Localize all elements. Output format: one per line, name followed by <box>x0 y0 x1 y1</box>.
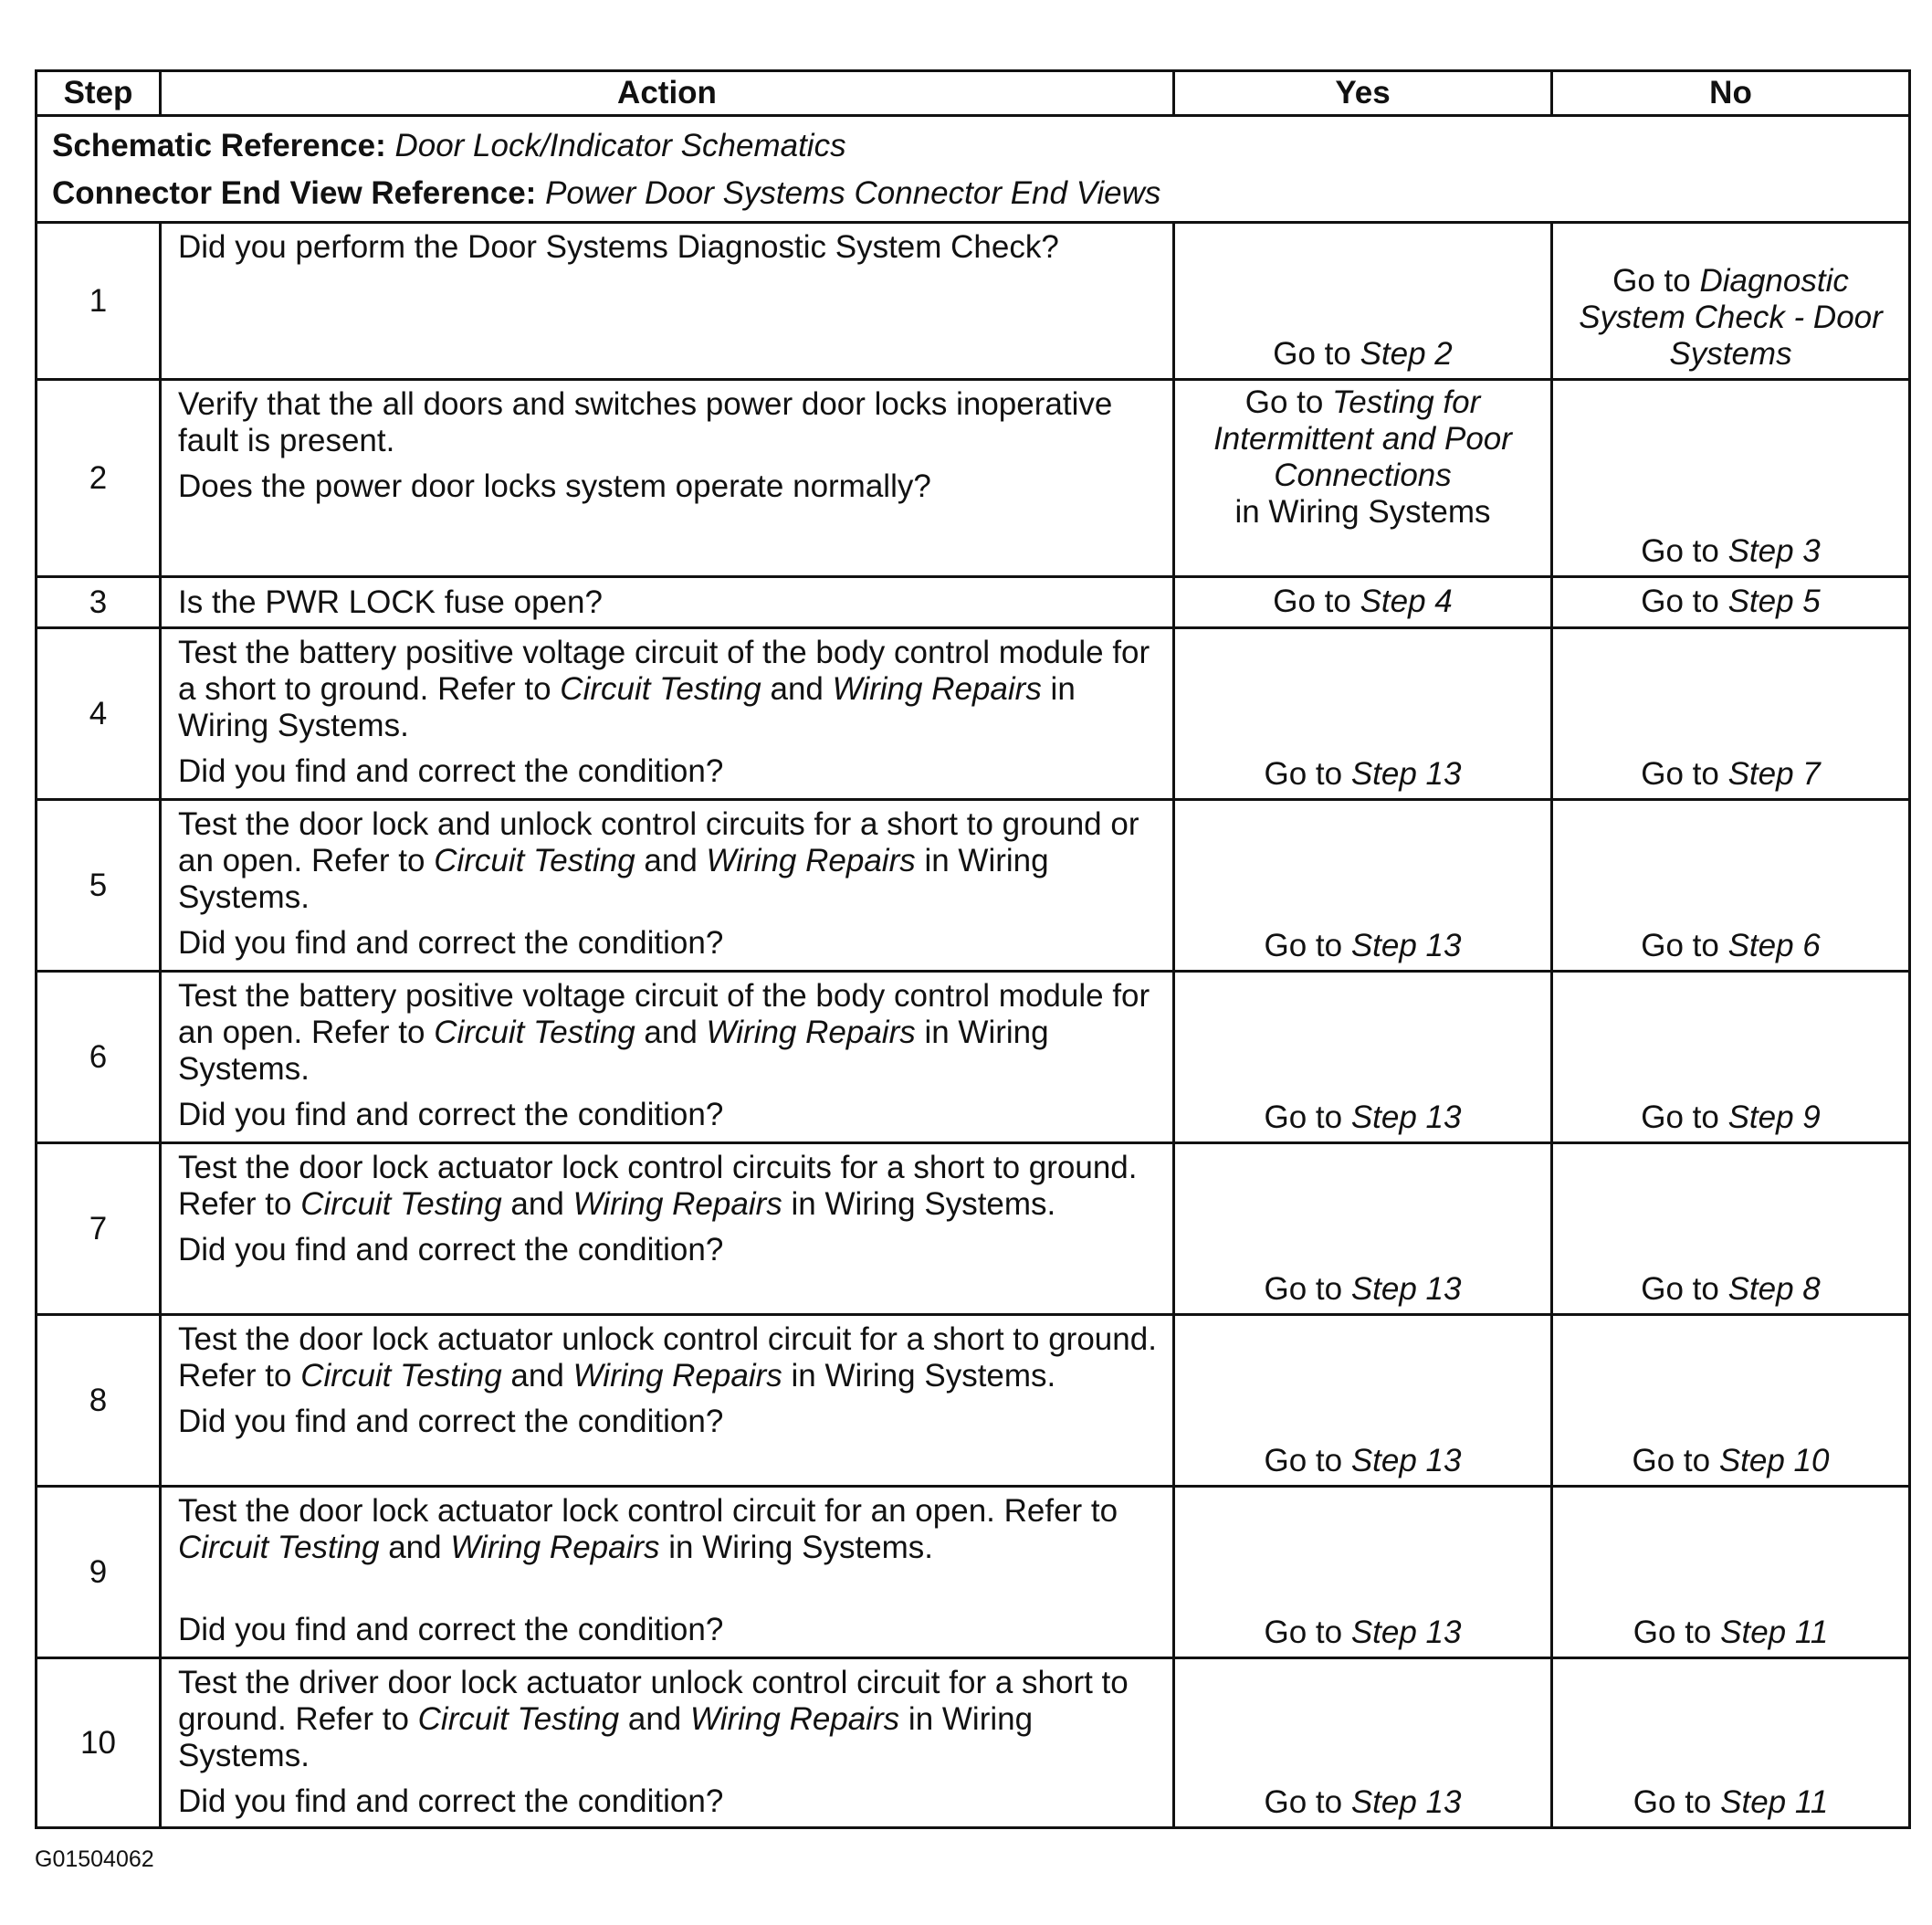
table-row <box>37 1315 1910 1487</box>
action-and: and <box>761 671 833 707</box>
step-number: 6 <box>37 972 161 1143</box>
action-and: and <box>635 1015 707 1050</box>
yes-link[interactable]: Step 13 <box>1350 928 1462 963</box>
no-link[interactable]: Step 6 <box>1727 928 1821 963</box>
header-no: No <box>1552 71 1910 116</box>
table-row <box>37 1143 1910 1315</box>
no-cell[interactable] <box>1552 380 1910 577</box>
reference-cell <box>37 116 1910 223</box>
table-row <box>37 380 1910 577</box>
action-question: Does the power door locks system operate normally? <box>178 468 931 504</box>
reference-row <box>37 116 1910 223</box>
action-cell <box>161 223 1174 380</box>
yes-prefix: Go to <box>1264 756 1351 792</box>
no-prefix: Go to <box>1641 1099 1728 1135</box>
step-number: 3 <box>37 577 161 628</box>
no-cell[interactable] <box>1552 628 1910 800</box>
wiring-repairs-link[interactable]: Wiring Repairs <box>572 1358 782 1394</box>
no-prefix: Go to <box>1641 928 1728 963</box>
action-text: Did you perform the Door Systems Diagnostic System Check? <box>178 229 1059 265</box>
no-prefix: Go to <box>1633 1615 1721 1650</box>
action-tail: in Wiring Systems. <box>782 1358 1056 1394</box>
yes-cell[interactable] <box>1174 577 1552 628</box>
action-and: and <box>501 1186 573 1222</box>
no-cell[interactable] <box>1552 1658 1910 1828</box>
no-cell[interactable] <box>1552 800 1910 972</box>
yes-link[interactable]: Step 13 <box>1350 756 1462 792</box>
step-number: 5 <box>37 800 161 972</box>
step-number: 4 <box>37 628 161 800</box>
table-row <box>37 223 1910 380</box>
action-and: and <box>619 1701 690 1737</box>
header-action: Action <box>161 71 1174 116</box>
table-row <box>37 972 1910 1143</box>
action-text <box>178 1665 1158 1774</box>
connector-reference <box>52 170 1894 217</box>
no-link[interactable]: Diagnostic System Check - Door Systems <box>1579 263 1883 372</box>
step-number: 8 <box>37 1315 161 1487</box>
action-question: Did you find and correct the condition? <box>178 1783 724 1819</box>
no-prefix: Go to <box>1632 1443 1719 1478</box>
circuit-testing-link[interactable]: Circuit Testing <box>560 671 761 707</box>
action-cell <box>161 1315 1174 1487</box>
yes-prefix: Go to <box>1264 1099 1351 1135</box>
action-cell <box>161 800 1174 972</box>
action-tail: in Wiring Systems. <box>178 671 1076 743</box>
circuit-testing-link[interactable]: Circuit Testing <box>300 1358 502 1394</box>
action-text <box>178 806 1158 916</box>
no-cell[interactable] <box>1552 972 1910 1143</box>
action-tail: in Wiring Systems. <box>782 1186 1056 1222</box>
action-text <box>178 978 1158 1088</box>
yes-prefix: Go to <box>1244 384 1333 420</box>
yes-link[interactable]: Step 2 <box>1360 336 1453 372</box>
yes-rest: in Wiring Systems <box>1234 494 1491 530</box>
action-intro: Test the battery positive voltage circuit of the body control module for a short to ground. Refer to <box>178 635 1150 707</box>
no-link[interactable]: Step 11 <box>1720 1784 1829 1820</box>
table-row <box>37 1658 1910 1828</box>
no-link[interactable]: Step 3 <box>1727 533 1821 569</box>
no-prefix: Go to <box>1612 263 1700 299</box>
no-link[interactable]: Step 11 <box>1720 1615 1829 1650</box>
step-number: 2 <box>37 380 161 577</box>
circuit-testing-link[interactable]: Circuit Testing <box>434 843 635 878</box>
action-and: and <box>379 1530 451 1565</box>
yes-prefix: Go to <box>1264 1784 1351 1820</box>
wiring-repairs-link[interactable]: Wiring Repairs <box>450 1530 660 1565</box>
yes-cell[interactable] <box>1174 1315 1552 1487</box>
connector-reference-label: Connector End View Reference: <box>52 175 537 211</box>
action-and: and <box>635 843 707 878</box>
yes-prefix: Go to <box>1264 1271 1351 1307</box>
diagnostic-table <box>35 69 1911 1829</box>
action-text: Verify that the all doors and switches power door locks inoperative fault is present. <box>178 386 1113 458</box>
action-text <box>178 635 1158 744</box>
yes-cell[interactable] <box>1174 1487 1552 1658</box>
yes-cell[interactable] <box>1174 800 1552 972</box>
wiring-repairs-link[interactable]: Wiring Repairs <box>572 1186 782 1222</box>
no-cell[interactable] <box>1552 1143 1910 1315</box>
yes-prefix: Go to <box>1264 1615 1351 1650</box>
yes-link[interactable]: Step 13 <box>1350 1615 1462 1650</box>
action-question: Did you find and correct the condition? <box>178 925 724 961</box>
action-intro: Test the driver door lock actuator unlock control circuit for a short to ground. Refer to <box>178 1665 1129 1737</box>
action-text: Is the PWR LOCK fuse open? <box>178 584 603 620</box>
yes-cell[interactable] <box>1174 223 1552 380</box>
action-tail: in Wiring Systems. <box>178 1015 1049 1087</box>
table-row <box>37 800 1910 972</box>
yes-prefix: Go to <box>1273 336 1360 372</box>
circuit-testing-link[interactable]: Circuit Testing <box>178 1530 380 1565</box>
circuit-testing-link[interactable]: Circuit Testing <box>300 1186 502 1222</box>
header-yes: Yes <box>1174 71 1552 116</box>
schematic-reference-label: Schematic Reference: <box>52 128 386 163</box>
yes-cell[interactable] <box>1174 1658 1552 1828</box>
wiring-repairs-link[interactable]: Wiring Repairs <box>689 1701 900 1737</box>
action-question: Did you find and correct the condition? <box>178 1404 724 1439</box>
no-cell[interactable] <box>1552 1487 1910 1658</box>
step-number: 7 <box>37 1143 161 1315</box>
action-text <box>178 1321 1158 1394</box>
no-prefix: Go to <box>1641 756 1728 792</box>
no-cell[interactable] <box>1552 577 1910 628</box>
yes-link[interactable]: Step 13 <box>1350 1099 1462 1135</box>
action-and: and <box>501 1358 573 1394</box>
action-cell <box>161 577 1174 628</box>
no-cell[interactable] <box>1552 223 1910 380</box>
step-number: 1 <box>37 223 161 380</box>
yes-link[interactable]: Testing for Intermittent and Poor Connections <box>1213 384 1512 493</box>
action-cell <box>161 380 1174 577</box>
step-number: 10 <box>37 1658 161 1828</box>
no-link[interactable]: Step 8 <box>1727 1271 1821 1307</box>
action-cell <box>161 1658 1174 1828</box>
connector-reference-link[interactable]: Power Door Systems Connector End Views <box>545 175 1161 211</box>
action-text <box>178 1150 1158 1223</box>
action-text <box>178 1493 1158 1566</box>
action-cell <box>161 628 1174 800</box>
action-intro: Test the battery positive voltage circuit of the body control module for an open. Refer to <box>178 978 1150 1050</box>
action-question: Did you find and correct the condition? <box>178 753 724 789</box>
yes-link[interactable]: Step 13 <box>1350 1443 1462 1478</box>
no-link[interactable]: Step 9 <box>1727 1099 1821 1135</box>
schematic-reference-link[interactable]: Door Lock/Indicator Schematics <box>394 128 846 163</box>
circuit-testing-link[interactable]: Circuit Testing <box>434 1015 635 1050</box>
action-intro: Test the door lock actuator lock control circuit for an open. Refer to <box>178 1493 1118 1529</box>
circuit-testing-link[interactable]: Circuit Testing <box>417 1701 620 1737</box>
yes-link[interactable]: Step 13 <box>1350 1271 1462 1307</box>
yes-link[interactable]: Step 4 <box>1360 583 1453 619</box>
table-row <box>37 628 1910 800</box>
table-row <box>37 1487 1910 1658</box>
no-link[interactable]: Step 10 <box>1718 1443 1830 1478</box>
header-step: Step <box>37 71 161 116</box>
yes-cell[interactable] <box>1174 380 1552 577</box>
no-link[interactable]: Step 5 <box>1727 583 1821 619</box>
step-number: 9 <box>37 1487 161 1658</box>
action-cell <box>161 1487 1174 1658</box>
action-tail: in Wiring Systems. <box>178 1701 1034 1773</box>
action-cell <box>161 1143 1174 1315</box>
schematic-reference <box>52 122 1894 170</box>
no-cell[interactable] <box>1552 1315 1910 1487</box>
action-question: Did you find and correct the condition? <box>178 1097 724 1132</box>
yes-prefix: Go to <box>1264 928 1351 963</box>
action-tail: in Wiring Systems. <box>659 1530 934 1565</box>
header-row <box>37 71 1910 116</box>
no-prefix: Go to <box>1641 1271 1728 1307</box>
action-intro: Test the door lock and unlock control circuits for a short to ground or an open. Refer to <box>178 806 1139 878</box>
yes-cell[interactable] <box>1174 628 1552 800</box>
yes-prefix: Go to <box>1273 583 1360 619</box>
yes-prefix: Go to <box>1264 1443 1351 1478</box>
no-prefix: Go to <box>1641 533 1728 569</box>
action-intro: Test the door lock actuator unlock control circuit for a short to ground. Refer to <box>178 1321 1157 1394</box>
wiring-repairs-link[interactable]: Wiring Repairs <box>706 1015 916 1050</box>
action-cell <box>161 972 1174 1143</box>
table-row <box>37 577 1910 628</box>
action-question: Did you find and correct the condition? <box>178 1232 724 1268</box>
yes-cell[interactable] <box>1174 972 1552 1143</box>
figure-id: G01504062 <box>35 1846 154 1872</box>
action-question: Did you find and correct the condition? <box>178 1612 724 1647</box>
yes-cell[interactable] <box>1174 1143 1552 1315</box>
action-intro: Test the door lock actuator lock control circuits for a short to ground. Refer to <box>178 1150 1138 1222</box>
wiring-repairs-link[interactable]: Wiring Repairs <box>832 671 1042 707</box>
yes-link[interactable]: Step 13 <box>1350 1784 1462 1820</box>
no-prefix: Go to <box>1633 1784 1721 1820</box>
no-link[interactable]: Step 7 <box>1727 756 1821 792</box>
wiring-repairs-link[interactable]: Wiring Repairs <box>706 843 916 878</box>
no-prefix: Go to <box>1641 583 1728 619</box>
action-tail: in Wiring Systems. <box>178 843 1049 915</box>
